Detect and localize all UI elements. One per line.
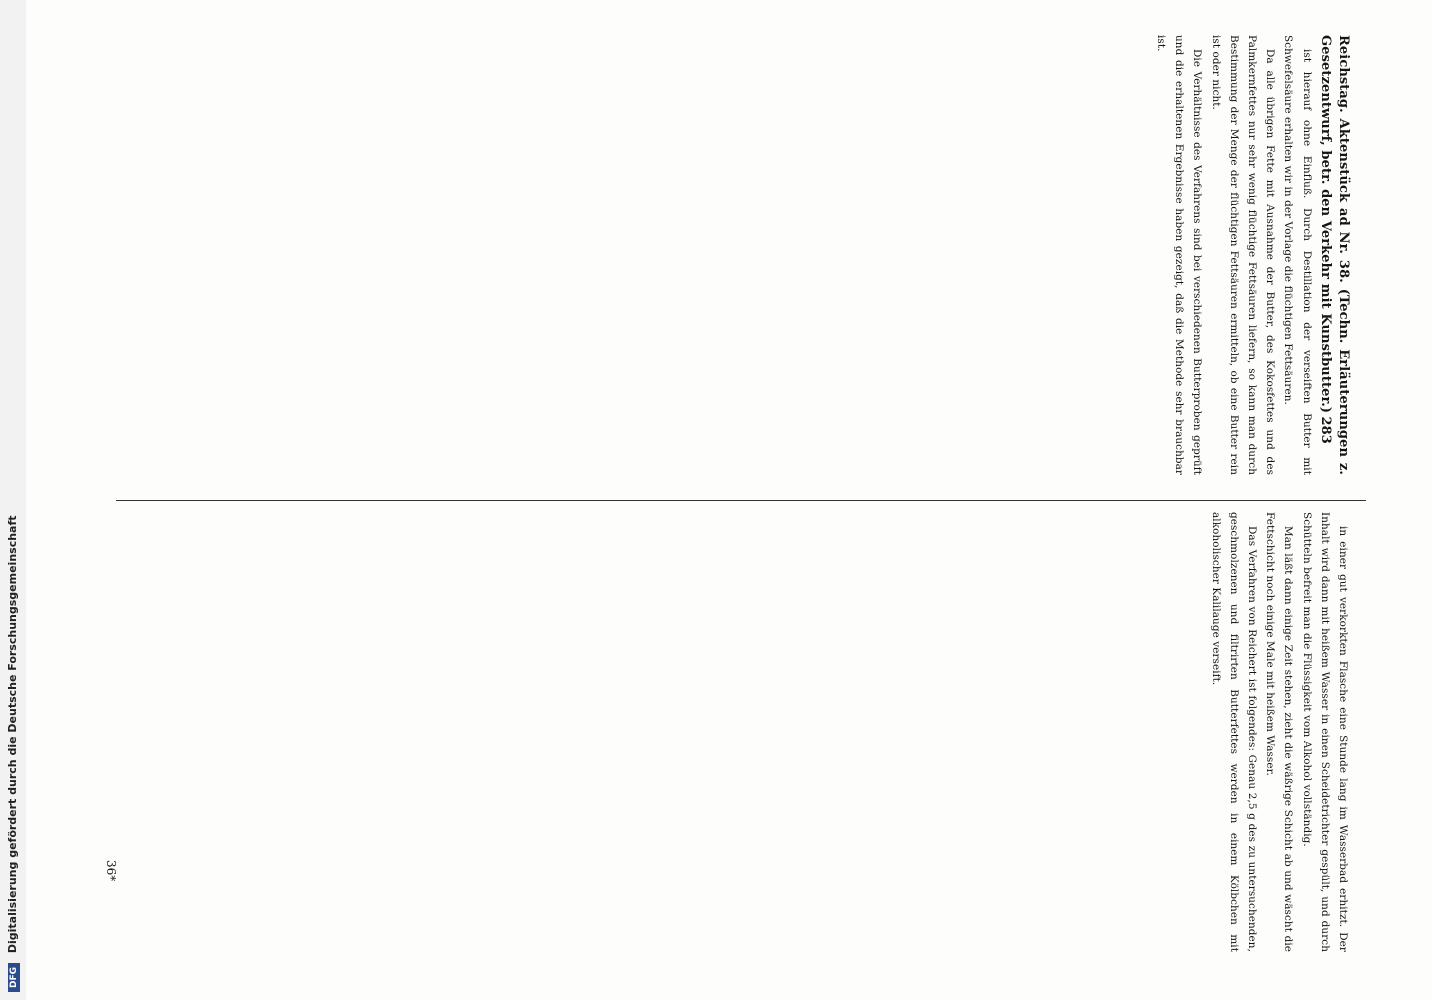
paragraph: Da alle übrigen Fette mit Ausnahme der Butter, des Kokosfettes und des Palmkernfettes nur sehr wenig flüchtige Fettsäuren liefern, so kann man durch Bestimmung der Menge der flüchtigen Fettsäuren ermitteln, ob eine Butter rein ist oder nicht. [1209, 35, 1277, 475]
funding-footer [6, 2, 20, 992]
paragraph: Man läßt dann einige Zeit stehen, zieht die wäßrige Schicht ab und wäscht die Fettschicht noch einige Male mit heißem Wasser. [1264, 512, 1295, 952]
paragraph: Die Verhältnisse des Verfahrens sind bei verschiedenen Butterproben geprüft und die erhaltenen Ergebnisse haben gezeigt, daß die Methode sehr brauchbar ist. [1154, 35, 1204, 475]
dfg-logo: DFG [8, 963, 20, 992]
running-header: Reichstag. Aktenstück ad Nr. 38. (Techn. Erläuterungen z. Gesetzentwurf, betr. den Verkehr mit Kunstbutter.) [1317, 35, 1351, 475]
paragraph: ist hierauf ohne Einfluß. Durch Destillation der verseiften Butter mit Schwefelsäure erhalten wir in der Vorlage die flüchtigen Fettsäuren. [1282, 35, 1313, 475]
paragraph: Das Verfahren von Reichert ist folgendes: Genau 2,5 g des zu untersuchenden, geschmolzenen und filtrirten Butterfettes werden in einem Kölbchen mit alkoholischer Kalilauge verseift. [1209, 512, 1258, 952]
paragraph: in einer gut verkorkten Flasche eine Stunde lang im Wasserbad erhitzt. Der Inhalt wird dann mit heißem Wasser in einen Scheidetrichter gespült, und durch Schütteln befreit man die Flüssigkeit vom Alkohol vollständig. [1300, 512, 1349, 952]
column-divider [116, 500, 1366, 501]
bottom-mark: 36* [104, 860, 118, 882]
page-number: 283 [1317, 416, 1333, 444]
column-left [1206, 512, 1352, 952]
footer-text: Digitalisierung gefördert durch die Deutsche Forschungsgemeinschaft [6, 515, 19, 954]
column-right [1152, 35, 1352, 475]
